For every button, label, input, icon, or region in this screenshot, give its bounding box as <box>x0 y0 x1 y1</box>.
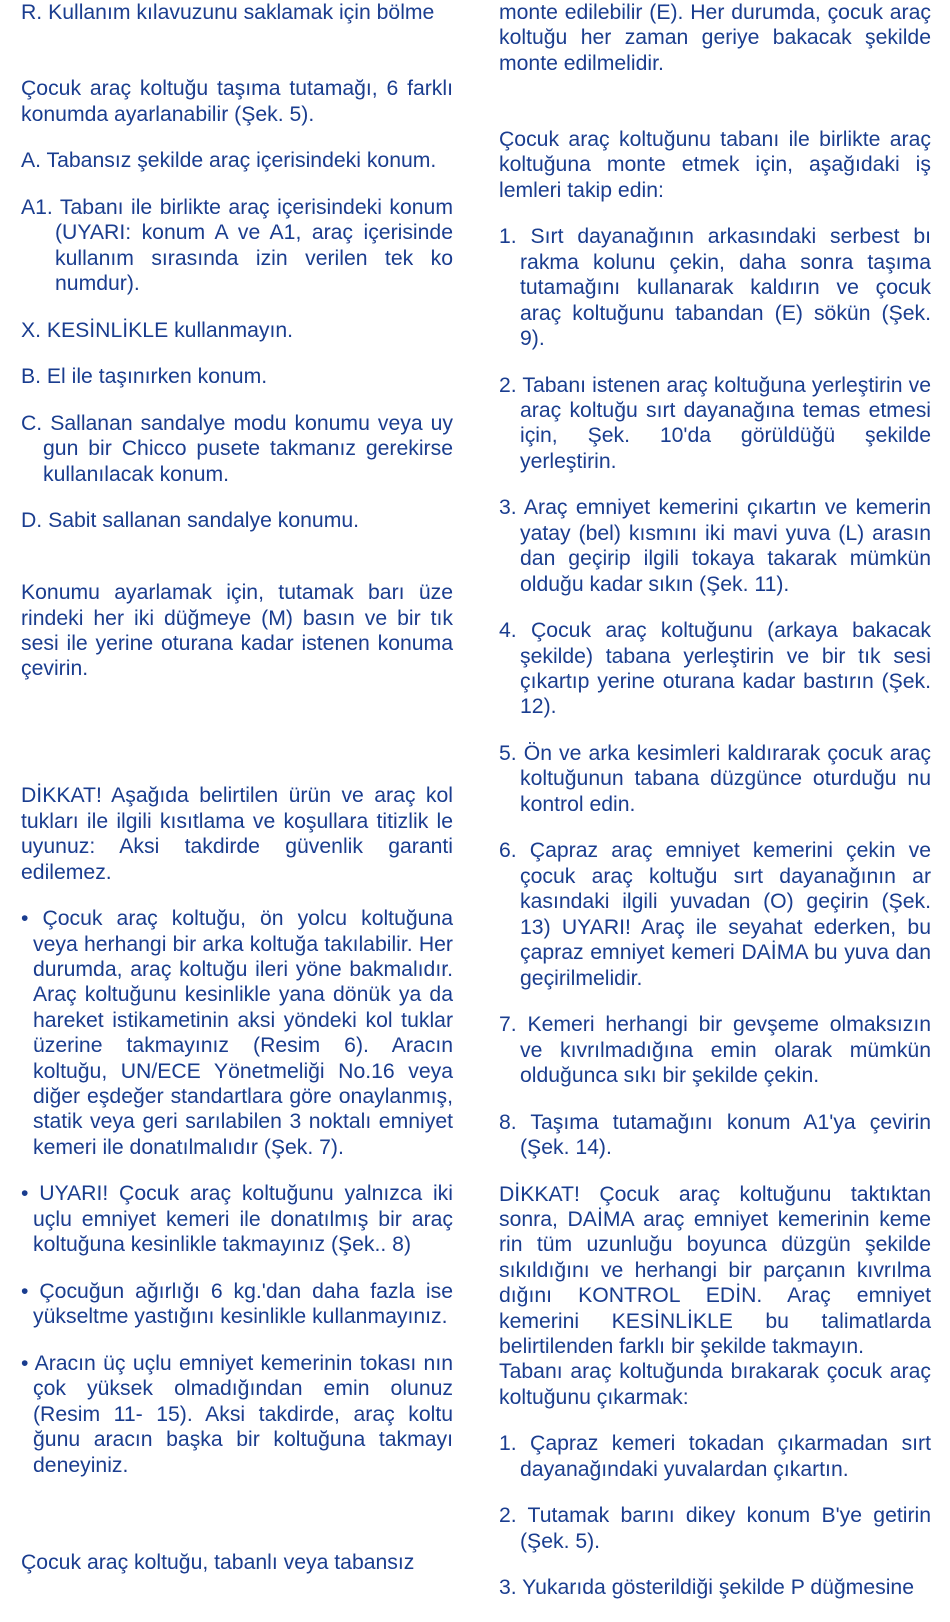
install-step: 2. Tabanı istenen araç koltuğuna yerleştirin ve araç koltuğu sırt dayanağına temas etmesi için, Şek. 10'da görüldüğü şekilde yerleştirin. <box>499 373 931 473</box>
install-step: 5. Ön ve arka kesimleri kaldırarak çocuk araç koltuğunun tabana düzgünce oturduğu nu kontrol edin. <box>499 742 931 816</box>
warning-after-install: DİKKAT! Çocuk araç koltuğunu taktıktan sonra, DAİMA araç emniyet kemerinin keme rin tüm uzunluğu boyunca düzgün şekilde sıkıldığını ve herhangi bir parçanın kıvrılma dığını KONTROL EDİN. Araç emniyet kemerini KESİNLİKLE bu talimatlarda belirtilenden farklı bir şekilde takmayın. <box>499 1182 931 1358</box>
warning-bullet: • Çocuk araç koltuğu, ön yolcu koltuğuna veya herhangi bir arka koltuğa takılabilir. Her durumda, araç koltuğu ileri yöne bakmalıdır. Araç koltuğunu kesinlikle yana dönük ya da hareket istikametinin aksi yöndeki kol tuklar üzerine takmayınız (Resim 6). Aracın koltuğu, UN/ECE Yönetmeliği No.16 veya diğer eşdeğer standartlara göre onaylanmış, statik veya geri sarılabilen 3 noktalı emniyet kemeri ile donatılmalıdır (Şek. 7). <box>21 907 453 1159</box>
spacer <box>21 25 453 76</box>
position-item: X. KESİNLİKLE kullanmayın. <box>21 318 294 342</box>
position-item: A1. Tabanı ile birlikte araç içerisindeki konum (UYARI: konum A ve A1, araç içerisinde kullanım sırasında izin verilen tek ko numdur). <box>21 195 453 296</box>
install-step-list <box>499 224 931 1160</box>
warning-bullet-list <box>21 906 453 1478</box>
remove-step: 1. Çapraz kemeri tokadan çıkarmadan sırt dayanağındaki yuvalardan çıkartın. <box>499 1432 931 1481</box>
install-step: 8. Taşıma tutamağını konum A1'ya çevirin (Şek. 14). <box>499 1110 931 1159</box>
remove-step: 3. Yukarıda gösterildiği şekilde P düğmesine <box>499 1576 914 1600</box>
position-item: A. Tabansız şekilde araç içerisindeki konum. <box>21 149 437 173</box>
handle-intro: Çocuk araç koltuğu taşıma tutamağı, 6 farklı konumda ayarlanabilir (Şek. 5). <box>21 77 453 126</box>
install-step: 1. Sırt dayanağının arkasındaki serbest bı rakma kolunu çekin, daha sonra taşıma tutamağını kullanarak kaldırın ve çocuk araç koltuğunu tabandan (E) sökün (Şek. 9). <box>499 225 931 351</box>
storage-compartment-line: R. Kullanım kılavuzunu saklamak için bölme <box>21 1 435 24</box>
install-step: 4. Çocuk araç koltuğunu (arkaya bakacak şekilde) tabana yerleştirin ve bir tık sesi çıkartıp yerine oturana kadar bastırın (Şek. 12). <box>499 619 931 719</box>
install-step: 7. Kemeri herhangi bir gevşeme olmaksızın ve kıvrılmadığına emin olarak mümkün olduğunca sıkı bir şekilde çekin. <box>499 1013 931 1087</box>
position-item: C. Sallanan sandalye modu konumu veya uy gun bir Chicco pusete takmanız gerekirse kullanılacak konum. <box>21 411 453 486</box>
right-column <box>499 0 931 1622</box>
position-item: D. Sabit sallanan sandalye konumu. <box>21 509 360 533</box>
spacer <box>21 1499 453 1550</box>
mounting-continuation: monte edilebilir (E). Her durumda, çocuk araç koltuğu her zaman geriye bakacak şekilde monte edilmelidir. <box>499 1 931 75</box>
warning-bullet: • UYARI! Çocuk araç koltuğunu yalnızca iki uçlu emniyet kemeri ile donatılmış bir araç koltuğuna kesinlikle takmayınız (Şek.. 8) <box>21 1182 453 1257</box>
spacer <box>499 76 931 127</box>
install-step: 6. Çapraz araç emniyet kemerini çekin ve çocuk araç koltuğu sırt dayanağının ar kasındaki ilgili yuvadan (O) geçirin (Şek. 13) UYARI! Araç ile seyahat ederken, bu çapraz emniyet kemeri DAİMA bu yuva dan geçirilmelidir. <box>499 839 931 990</box>
remove-intro: Tabanı araç koltuğunda bırakarak çocuk araç koltuğunu çıkarmak: <box>499 1360 931 1409</box>
install-step: 3. Araç emniyet kemerini çıkartın ve kemerin yatay (bel) kısmını iki mavi yuva (L) arasın dan geçirip ilgili tokaya takarak mümkün olduğu kadar sıkın (Şek. 11). <box>499 496 931 596</box>
left-column <box>21 0 453 1575</box>
spacer <box>21 555 453 580</box>
position-list <box>21 148 453 533</box>
warning-bullet: • Aracın üç uçlu emniyet kemerinin tokası nın çok yüksek olmadığından emin olunuz (Resim 11- 15). Aksi takdirde, araç koltu ğunu aracın başka bir koltuğuna takmayı deneyiniz. <box>21 1351 453 1477</box>
warning-intro: DİKKAT! Aşağıda belirtilen ürün ve araç kol tukları ile ilgili kısıtlama ve koşullara titizlik le uyunuz: Aksi takdirde güvenlik garanti edilemez. <box>21 784 453 884</box>
adjust-instructions: Konumu ayarlamak için, tutamak barı üze rindeki her iki düğmeye (M) basın ve bir tık sesi ile yerine oturana kadar istenen konuma çevirin. <box>21 581 453 681</box>
position-item: B. El ile taşınırken konum. <box>21 365 268 389</box>
remove-step-list <box>499 1431 931 1600</box>
warning-bullet: • Çocuğun ağırlığı 6 kg.'dan daha fazla ise yükseltme yastığını kesinlikle kullanmayınız. <box>21 1279 453 1329</box>
mounting-line: Çocuk araç koltuğu, tabanlı veya tabansız <box>21 1550 415 1574</box>
spacer <box>21 682 453 784</box>
remove-step: 2. Tutamak barını dikey konum B'ye getirin (Şek. 5). <box>499 1504 931 1553</box>
install-intro: Çocuk araç koltuğunu tabanı ile birlikte araç koltuğuna monte etmek için, aşağıdaki iş lemleri takip edin: <box>499 128 931 202</box>
